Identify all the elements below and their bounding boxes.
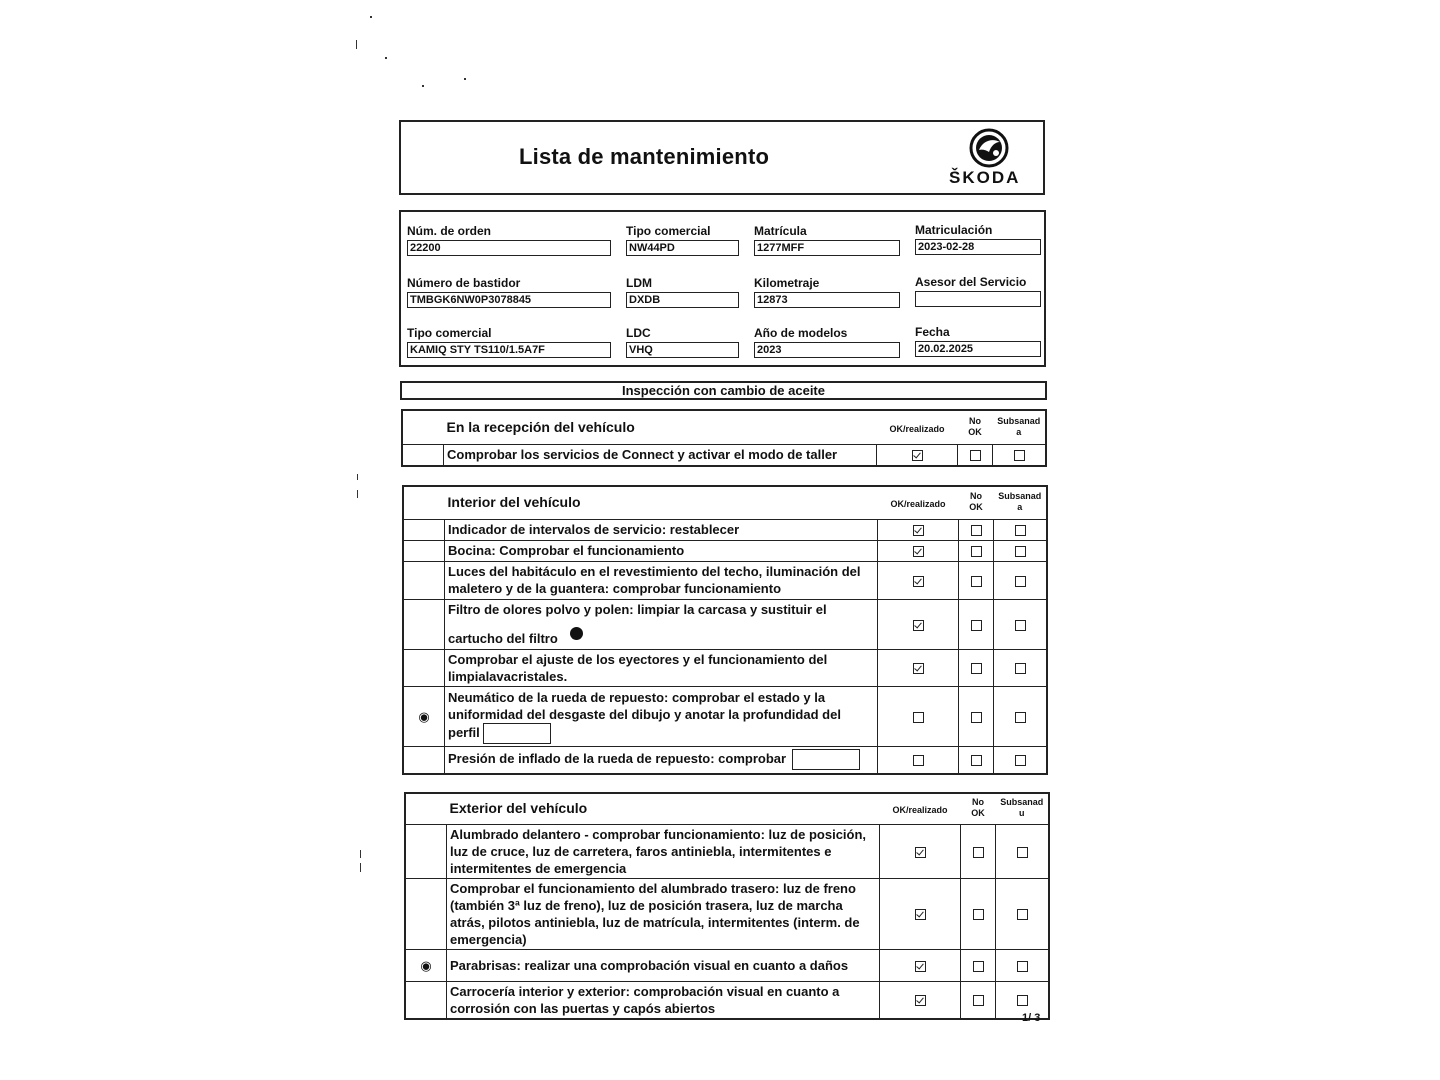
item-text: Indicador de intervalos de servicio: restablecer — [445, 519, 878, 540]
header-line: No — [970, 491, 982, 502]
item-cell — [445, 686, 878, 746]
scan-speck — [360, 863, 361, 872]
field-label: LDC — [626, 326, 651, 340]
field-value: TMBGK6NW0P3078845 — [407, 292, 611, 308]
field-value: 2023-02-28 — [915, 239, 1041, 255]
item-text: Comprobar el ajuste de los eyectores y el funcionamiento del limpialavacristales. — [445, 649, 878, 686]
vehicle-info-panel — [399, 210, 1046, 367]
header-line: Subsanad — [1000, 797, 1044, 808]
ok-checkbox[interactable] — [913, 712, 924, 723]
ok-column-header: OK/realizado — [890, 499, 946, 510]
header-line: OK — [969, 502, 983, 513]
field-label: Kilometraje — [754, 276, 820, 290]
header-line: u — [1018, 808, 1025, 819]
item-text: perfil — [448, 724, 480, 740]
fixed-checkbox[interactable] — [1015, 712, 1026, 723]
section-header-row — [402, 410, 1046, 444]
document-title: Lista de mantenimiento — [519, 144, 770, 169]
scan-speck — [357, 474, 358, 480]
fixed-checkbox[interactable] — [1017, 995, 1028, 1006]
item-cell — [445, 599, 878, 649]
order-number-field — [407, 224, 611, 256]
item-text: Comprobar el funcionamiento del alumbrado trasero: luz de freno (también 3ª luz de freno), luz de posición trasera, luz de marcha atrás, pilotos antiniebla, luz de matrícula, intermitentes (interm. de emergencia) — [447, 878, 880, 949]
item-cell — [445, 746, 878, 774]
ok-checkbox[interactable] — [913, 576, 924, 587]
document-header — [399, 120, 1045, 195]
field-label: Fecha — [915, 325, 950, 339]
field-value: 12873 — [754, 292, 900, 308]
ok-checkbox[interactable] — [913, 546, 924, 557]
ok-checkbox[interactable] — [912, 450, 923, 461]
field-label: Tipo comercial — [626, 224, 711, 238]
ok-checkbox[interactable] — [913, 525, 924, 536]
service-advisor-field — [915, 275, 1041, 307]
fixed-checkbox[interactable] — [1015, 755, 1026, 766]
fixed-checkbox[interactable] — [1015, 576, 1026, 587]
section-header-row — [405, 793, 1049, 824]
field-label: Tipo comercial — [407, 326, 492, 340]
field-label: Año de modelos — [754, 326, 848, 340]
fixed-checkbox[interactable] — [1014, 450, 1025, 461]
commercial-type-field — [626, 224, 739, 256]
not-ok-checkbox[interactable] — [971, 576, 982, 587]
ldc-field — [626, 326, 739, 358]
ldm-field — [626, 276, 739, 308]
ok-column-header: OK/realizado — [889, 423, 945, 434]
checklist-row — [403, 686, 1047, 746]
not-ok-checkbox[interactable] — [973, 847, 984, 858]
item-text: Presión de inflado de la rueda de repuesto: comprobar — [448, 751, 787, 767]
page-number: 1/ 3 — [1022, 1012, 1041, 1024]
item-text: Carrocería interior y exterior: comprobación visual en cuanto a corrosión con las puertas y capós abiertos — [447, 981, 880, 1019]
field-value: 2023 — [754, 342, 900, 358]
tread-depth-input[interactable] — [483, 723, 551, 744]
scan-speck — [422, 85, 424, 87]
item-text: Comprobar los servicios de Connect y activar el modo de taller — [444, 444, 877, 466]
item-text: Parabrisas: realizar una comprobación visual en cuanto a daños — [447, 949, 880, 981]
not-ok-checkbox[interactable] — [971, 546, 982, 557]
item-text: Alumbrado delantero - comprobar funcionamiento: luz de posición, luz de cruce, luz de carretera, faros antiniebla, intermitentes e intermitentes de emergencia — [447, 824, 880, 878]
checklist-row — [402, 444, 1046, 466]
checklist-row — [403, 519, 1047, 540]
commercial-type-detail-field — [407, 326, 611, 358]
not-ok-checkbox[interactable] — [971, 620, 982, 631]
fixed-checkbox[interactable] — [1017, 909, 1028, 920]
not-ok-checkbox[interactable] — [971, 712, 982, 723]
interior-section-table — [402, 485, 1048, 775]
reception-section-table — [401, 409, 1047, 467]
not-ok-checkbox[interactable] — [971, 755, 982, 766]
checklist-row — [403, 599, 1047, 649]
vin-field — [407, 276, 611, 308]
checklist-row — [403, 561, 1047, 599]
not-ok-checkbox[interactable] — [973, 995, 984, 1006]
tire-pressure-input[interactable] — [792, 749, 860, 770]
section-title: Exterior del vehículo — [447, 793, 880, 824]
header-line: a — [1016, 426, 1022, 437]
not-ok-checkbox[interactable] — [971, 663, 982, 674]
fixed-checkbox[interactable] — [1015, 525, 1026, 536]
skoda-logo-icon — [967, 128, 1011, 168]
scan-speck — [370, 16, 372, 18]
header-line: a — [1017, 502, 1023, 513]
checklist-row — [403, 649, 1047, 686]
checklist-row — [405, 981, 1049, 1019]
field-value: 22200 — [407, 240, 611, 256]
fixed-checkbox[interactable] — [1015, 620, 1026, 631]
field-value: VHQ — [626, 342, 739, 358]
registration-date-field — [915, 223, 1041, 255]
fixed-checkbox[interactable] — [1017, 961, 1028, 972]
ok-checkbox[interactable] — [915, 909, 926, 920]
inspection-banner: Inspección con cambio de aceite — [400, 381, 1047, 400]
not-ok-checkbox[interactable] — [971, 525, 982, 536]
field-value: DXDB — [626, 292, 739, 308]
ok-checkbox[interactable] — [915, 961, 926, 972]
checklist-row — [403, 540, 1047, 561]
eye-icon: ◉ — [420, 957, 432, 973]
ink-dot-mark — [570, 627, 583, 640]
scan-speck — [385, 57, 387, 59]
ok-column-header: OK/realizado — [892, 805, 948, 816]
header-line: Subsanad — [998, 491, 1042, 502]
section-header-row — [403, 486, 1047, 519]
fixed-checkbox[interactable] — [1017, 847, 1028, 858]
not-ok-column-header — [971, 797, 985, 819]
ok-checkbox[interactable] — [913, 620, 924, 631]
checklist-row — [405, 878, 1049, 949]
fixed-column-header — [997, 416, 1040, 438]
exterior-section-table — [404, 792, 1050, 1020]
not-ok-column-header — [969, 491, 983, 513]
not-ok-checkbox[interactable] — [970, 450, 981, 461]
field-label: Matriculación — [915, 223, 993, 237]
checklist-row — [405, 949, 1049, 981]
field-value: NW44PD — [626, 240, 739, 256]
not-ok-checkbox[interactable] — [973, 961, 984, 972]
section-title: En la recepción del vehículo — [444, 410, 877, 444]
model-year-field — [754, 326, 900, 358]
fixed-checkbox[interactable] — [1015, 546, 1026, 557]
brand-wordmark: ŠKODA — [949, 168, 1021, 187]
header-line: OK — [968, 426, 982, 437]
section-title: Interior del vehículo — [445, 486, 878, 519]
item-text: Bocina: Comprobar el funcionamiento — [445, 540, 878, 561]
field-value: 20.02.2025 — [915, 341, 1041, 357]
fixed-column-header — [1000, 797, 1043, 819]
field-label: Matrícula — [754, 224, 807, 238]
plate-field — [754, 224, 900, 256]
header-line: OK — [971, 808, 985, 819]
ok-checkbox[interactable] — [915, 847, 926, 858]
item-text: cartucho del filtro — [448, 631, 558, 646]
scan-speck — [356, 40, 357, 49]
header-line: Subsanad — [997, 415, 1041, 426]
header-line: No — [969, 415, 981, 426]
ok-checkbox[interactable] — [913, 755, 924, 766]
scan-speck — [464, 78, 466, 80]
date-field — [915, 325, 1041, 357]
field-value — [915, 291, 1041, 307]
mileage-field — [754, 276, 900, 308]
fixed-checkbox[interactable] — [1015, 663, 1026, 674]
item-text: Luces del habitáculo en el revestimiento del techo, iluminación del maletero y de la guantera: comprobar funcionamiento — [445, 561, 878, 599]
field-value: 1277MFF — [754, 240, 900, 256]
field-label: LDM — [626, 276, 652, 290]
eye-icon: ◉ — [418, 708, 430, 724]
checklist-row — [403, 746, 1047, 774]
not-ok-checkbox[interactable] — [973, 909, 984, 920]
scan-speck — [360, 850, 361, 858]
checklist-row — [405, 824, 1049, 878]
ok-checkbox[interactable] — [915, 995, 926, 1006]
header-line: No — [972, 797, 984, 808]
fixed-column-header — [998, 491, 1041, 513]
field-label: Asesor del Servicio — [915, 275, 1027, 289]
field-value: KAMIQ STY TS110/1.5A7F — [407, 342, 611, 358]
scan-speck — [357, 490, 358, 498]
field-label: Número de bastidor — [407, 276, 521, 290]
item-text: Neumático de la rueda de repuesto: comprobar el estado y la uniformidad del desgaste del dibujo y anotar la profundidad del — [448, 689, 841, 722]
item-text: Filtro de olores polvo y polen: limpiar la carcasa y sustituir el — [448, 602, 827, 617]
ok-checkbox[interactable] — [913, 663, 924, 674]
field-label: Núm. de orden — [407, 224, 492, 238]
not-ok-column-header — [968, 416, 982, 438]
